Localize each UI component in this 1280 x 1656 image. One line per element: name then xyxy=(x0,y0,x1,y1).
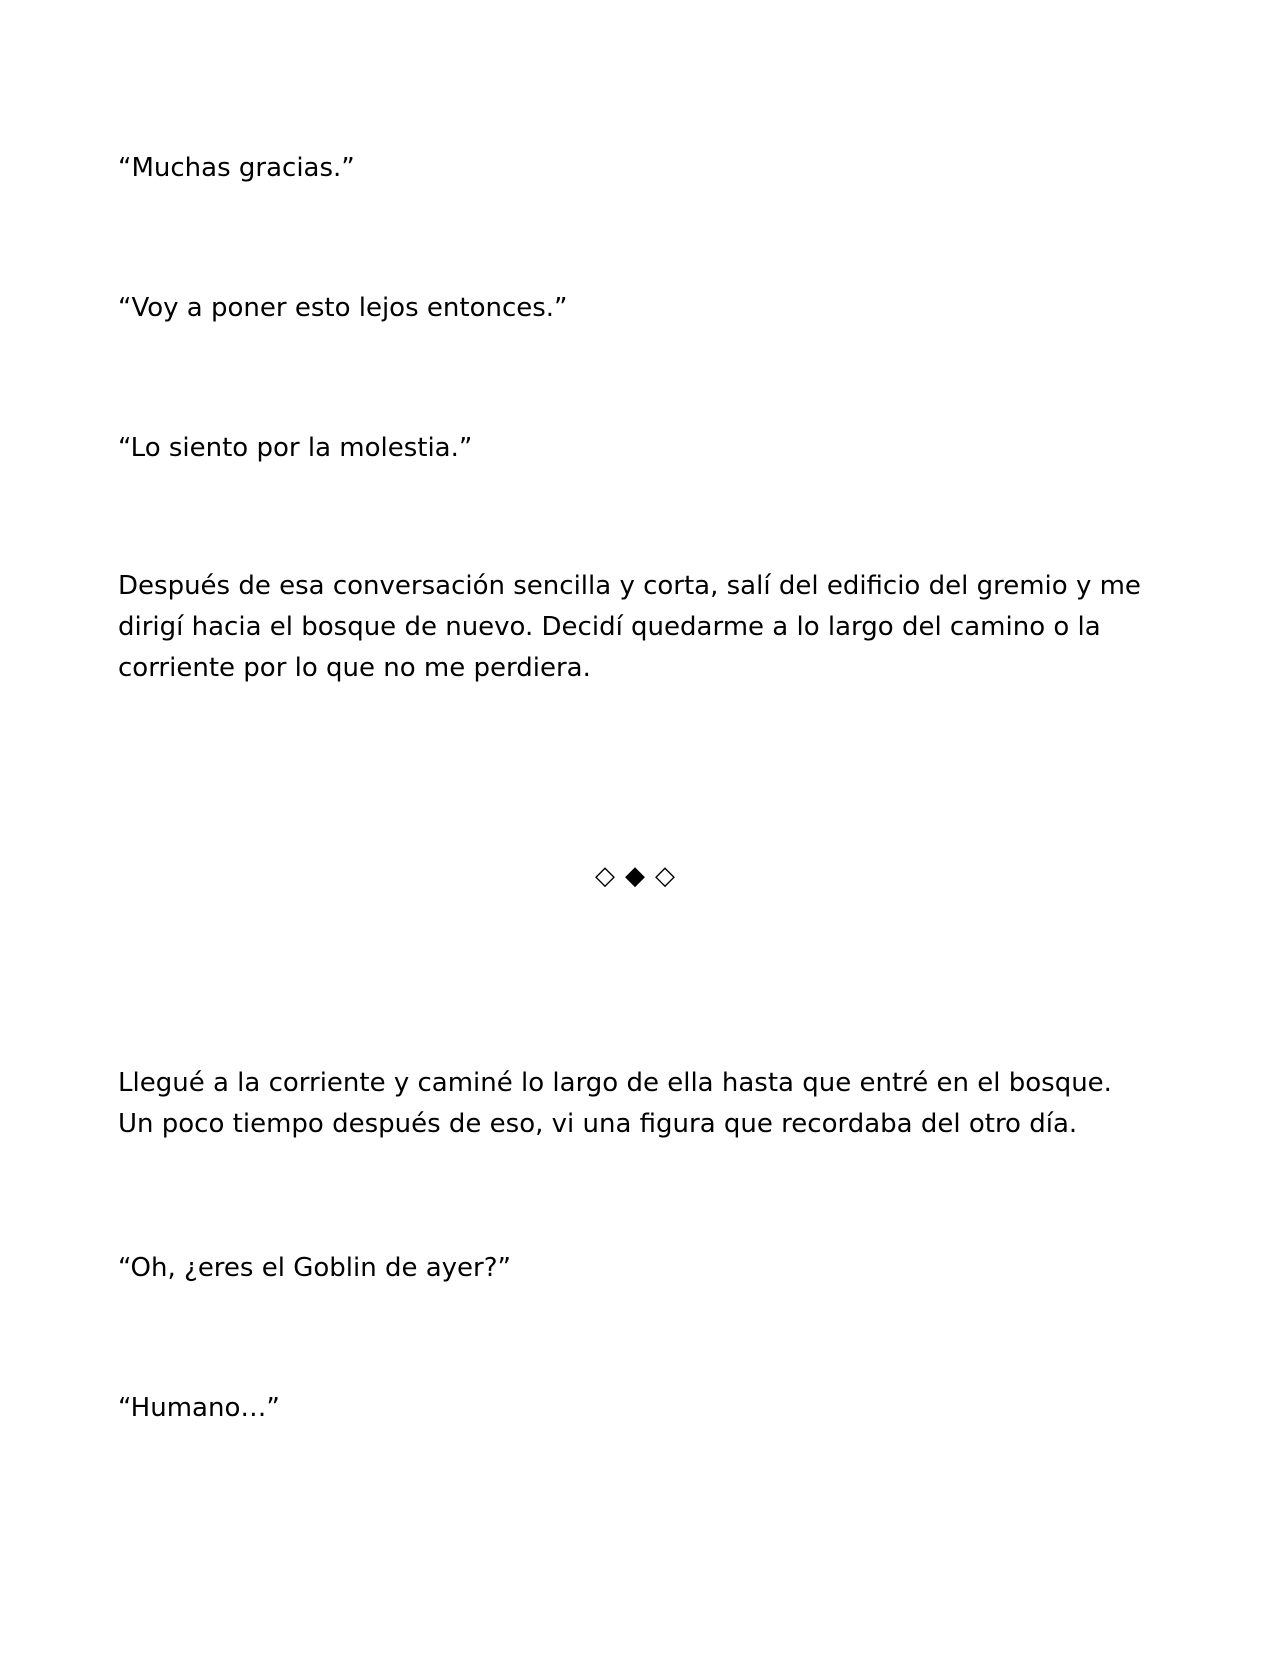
dialogue-paragraph xyxy=(118,1388,1178,1429)
text-line: “Voy a poner esto lejos entonces.” xyxy=(118,293,568,323)
text-line: Después de esa conversación sencilla y corta, salí del edificio del gremio y me xyxy=(118,571,1141,601)
text-line: “Muchas gracias.” xyxy=(118,153,355,183)
scene-break-separator: ◇◆◇ xyxy=(595,861,685,891)
text-line: corriente por lo que no me perdiera. xyxy=(118,653,591,683)
text-line: “Humano…” xyxy=(118,1393,280,1423)
dialogue-paragraph xyxy=(118,288,1178,329)
text-line: Un poco tiempo después de eso, vi una figura que recordaba del otro día. xyxy=(118,1109,1078,1139)
narrative-paragraph xyxy=(118,1063,1178,1145)
text-line: dirigí hacia el bosque de nuevo. Decidí quedarme a lo largo del camino o la xyxy=(118,612,1101,642)
text-line: “Oh, ¿eres el Goblin de ayer?” xyxy=(118,1253,512,1283)
narrative-paragraph xyxy=(118,566,1178,689)
dialogue-paragraph xyxy=(118,148,1178,189)
text-line: Llegué a la corriente y caminé lo largo de ella hasta que entré en el bosque. xyxy=(118,1068,1112,1098)
text-line: “Lo siento por la molestia.” xyxy=(118,433,473,463)
dialogue-paragraph xyxy=(118,1248,1178,1289)
dialogue-paragraph xyxy=(118,428,1178,469)
